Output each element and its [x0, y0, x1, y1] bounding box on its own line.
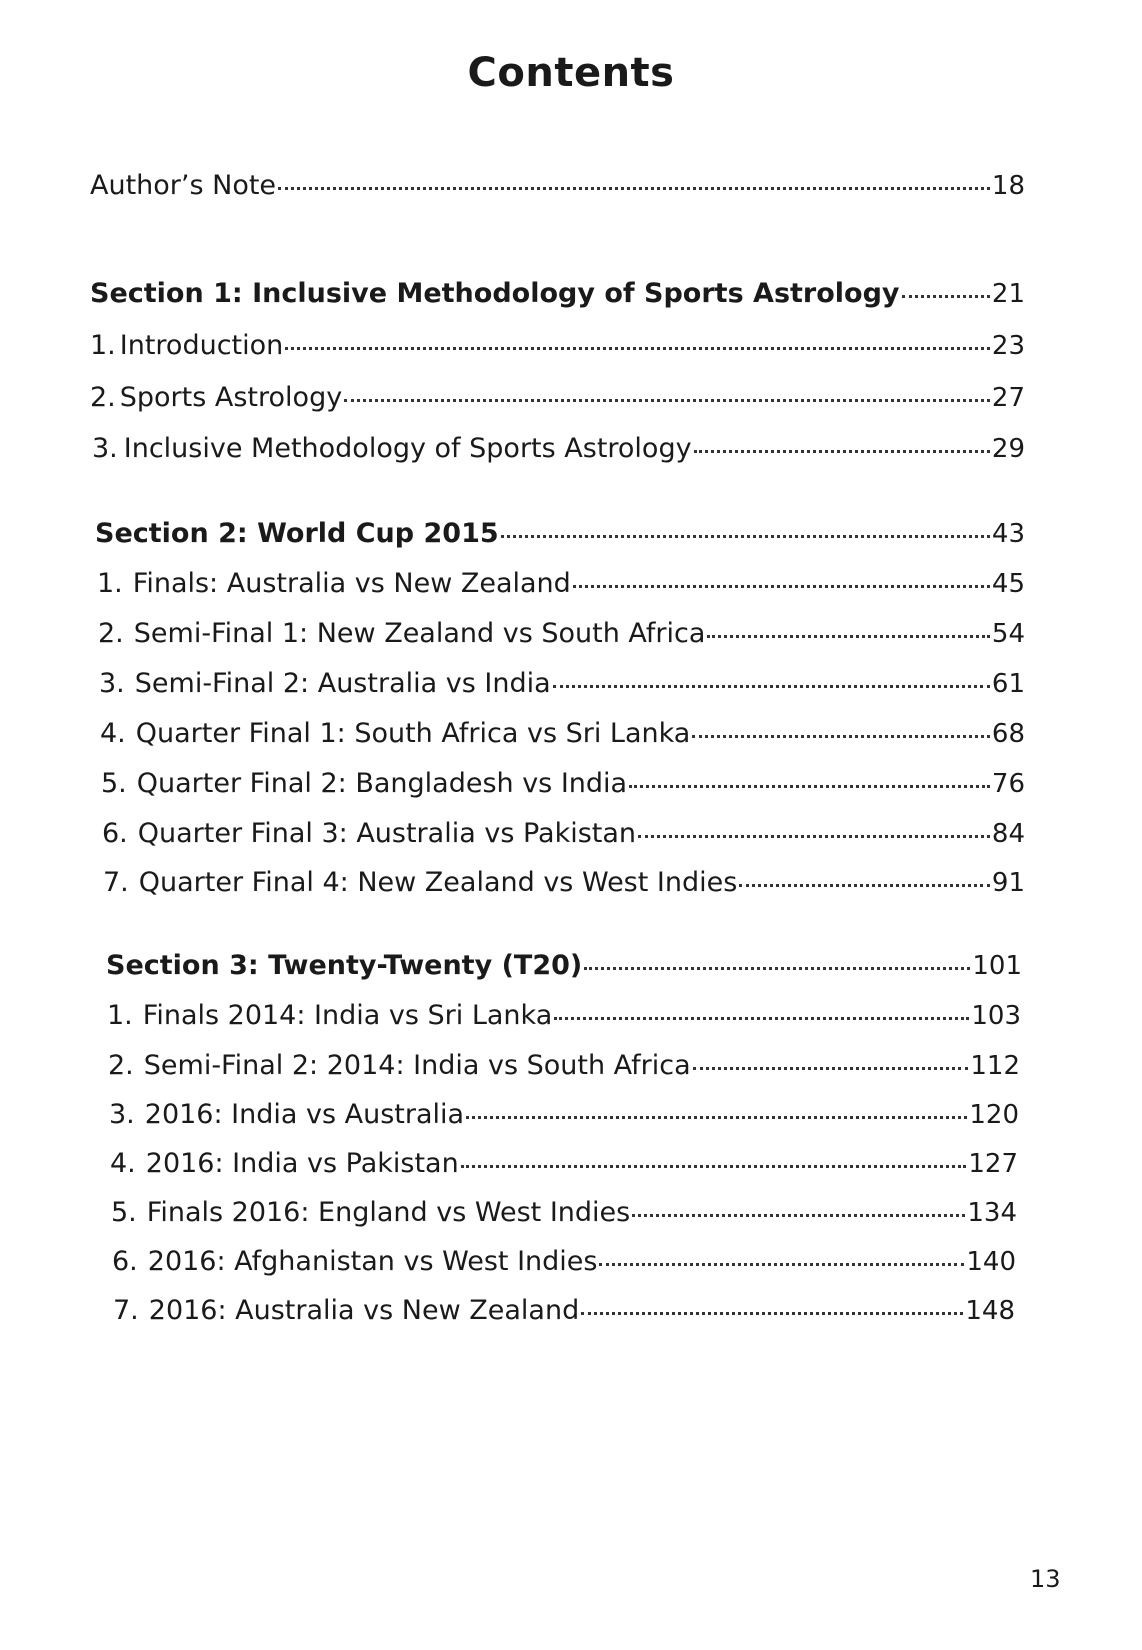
entry-title: Quarter Final 2: Bangladesh vs India [136, 768, 628, 799]
entry-page-number: 84 [991, 819, 1025, 849]
entry-title: Finals 2014: India vs Sri Lanka [142, 1000, 553, 1031]
entry-label [112, 1246, 597, 1277]
dot-leader [599, 1263, 964, 1266]
entry-label: Author’s Note [90, 170, 277, 201]
entry-label [99, 668, 551, 699]
toc-entry[interactable] [113, 1295, 1015, 1326]
entry-number: 5. [111, 1197, 137, 1228]
entry-title: Finals 2016: England vs West Indies [146, 1197, 631, 1228]
entry-page-number: 103 [971, 1001, 1021, 1031]
entry-page-number: 134 [967, 1198, 1017, 1228]
toc-entry[interactable] [102, 818, 1025, 849]
entry-label [107, 1000, 552, 1031]
dot-leader [461, 1165, 967, 1168]
entry-number: 4. [100, 718, 126, 749]
entry-page-number: 127 [968, 1149, 1018, 1179]
dot-leader [554, 1017, 969, 1020]
dot-leader [692, 735, 990, 738]
entry-label [100, 718, 690, 749]
entry-page-number: 18 [991, 171, 1025, 201]
dot-leader [344, 399, 990, 402]
section-page-number: 43 [991, 519, 1025, 549]
entry-label [108, 1050, 691, 1081]
entry-label [101, 768, 627, 799]
section-label: Section 2: World Cup 2015 [95, 518, 499, 549]
entry-title: Quarter Final 3: Australia vs Pakistan [137, 818, 637, 849]
entry-label [110, 1148, 459, 1179]
entry-number: 4. [110, 1148, 136, 1179]
entry-page-number: 27 [991, 383, 1025, 413]
dot-leader [466, 1116, 967, 1119]
entry-number: 5. [101, 768, 127, 799]
dot-leader [278, 187, 990, 190]
toc-entry[interactable] [103, 867, 1025, 898]
entry-number: 6. [112, 1246, 138, 1277]
entry-page-number: 61 [991, 669, 1025, 699]
section-page-number: 21 [991, 279, 1025, 309]
entry-label [90, 382, 342, 413]
entry-number: 3. [92, 433, 118, 464]
page-number: 13 [1030, 1565, 1061, 1593]
entry-page-number: 23 [991, 331, 1025, 361]
entry-page-number: 120 [969, 1100, 1019, 1130]
toc-entry[interactable] [107, 1000, 1021, 1031]
entry-label [103, 867, 737, 898]
entry-title: Semi-Final 2: Australia vs India [134, 668, 551, 699]
dot-leader [739, 884, 990, 887]
dot-leader [553, 685, 990, 688]
entry-title: Introduction [119, 330, 284, 361]
toc-section-2[interactable] [95, 518, 1025, 549]
entry-number: 7. [103, 867, 129, 898]
entry-label [92, 433, 692, 464]
toc-section-3[interactable] [106, 950, 1022, 981]
entry-number: 1. [97, 568, 123, 599]
entry-number: 2. [108, 1050, 134, 1081]
dot-leader [707, 635, 989, 638]
dot-leader [693, 1067, 969, 1070]
entry-label [113, 1295, 579, 1326]
entry-label [111, 1197, 630, 1228]
entry-number: 2. [90, 382, 116, 413]
entry-title: 2016: Australia vs New Zealand [148, 1295, 580, 1326]
entry-title: Semi-Final 2: 2014: India vs South Africa [143, 1050, 691, 1081]
toc-entry[interactable] [109, 1099, 1019, 1130]
entry-label [90, 330, 283, 361]
toc-entry[interactable] [108, 1050, 1020, 1081]
entry-label [102, 818, 636, 849]
entry-title: Quarter Final 1: South Africa vs Sri Lanka [135, 718, 691, 749]
dot-leader [573, 585, 990, 588]
dot-leader [285, 347, 990, 350]
dot-leader [632, 1214, 965, 1217]
dot-leader [584, 967, 970, 970]
section-label: Section 1: Inclusive Methodology of Sports Astrology [90, 278, 900, 309]
toc-entry[interactable] [92, 433, 1025, 464]
toc-entry[interactable] [101, 768, 1025, 799]
toc-section-1[interactable] [90, 278, 1025, 309]
toc-entry[interactable] [111, 1197, 1017, 1228]
entry-title: Quarter Final 4: New Zealand vs West Indies [138, 867, 738, 898]
entry-title: Sports Astrology [119, 382, 343, 413]
entry-title: 2016: Afghanistan vs West Indies [147, 1246, 598, 1277]
toc-entry-authors-note[interactable] [90, 170, 1025, 201]
dot-leader [694, 450, 990, 453]
entry-page-number: 76 [991, 769, 1025, 799]
entry-number: 6. [102, 818, 128, 849]
entry-page-number: 29 [991, 434, 1025, 464]
entry-label [97, 568, 571, 599]
entry-page-number: 91 [991, 868, 1025, 898]
entry-label [109, 1099, 464, 1130]
entry-page-number: 140 [966, 1247, 1016, 1277]
entry-page-number: 68 [991, 719, 1025, 749]
entry-title: Inclusive Methodology of Sports Astrology [123, 433, 692, 464]
entry-number: 3. [109, 1099, 135, 1130]
toc-entry[interactable] [99, 668, 1025, 699]
entry-page-number: 54 [991, 619, 1025, 649]
dot-leader [501, 535, 990, 538]
toc-entry[interactable] [110, 1148, 1018, 1179]
toc-entry[interactable] [98, 618, 1025, 649]
page-title: Contents [467, 50, 675, 96]
toc-entry[interactable] [112, 1246, 1016, 1277]
toc-entry[interactable] [90, 382, 1025, 413]
entry-title: 2016: India vs Pakistan [145, 1148, 459, 1179]
dot-leader [902, 295, 990, 298]
dot-leader [629, 785, 990, 788]
toc-entry[interactable] [90, 330, 1025, 361]
entry-number: 3. [99, 668, 125, 699]
section-label: Section 3: Twenty-Twenty (T20) [106, 950, 583, 981]
toc-entry[interactable] [97, 568, 1025, 599]
entry-title: Semi-Final 1: New Zealand vs South Africa [133, 618, 706, 649]
entry-number: 1. [90, 330, 116, 361]
entry-number: 2. [98, 618, 124, 649]
entry-title: Finals: Australia vs New Zealand [132, 568, 571, 599]
dot-leader [581, 1312, 963, 1315]
entry-page-number: 112 [970, 1051, 1020, 1081]
entry-number: 1. [107, 1000, 133, 1031]
entry-label [98, 618, 705, 649]
entry-page-number: 148 [965, 1296, 1015, 1326]
entry-number: 7. [113, 1295, 139, 1326]
dot-leader [638, 835, 990, 838]
entry-title: 2016: India vs Australia [144, 1099, 465, 1130]
section-page-number: 101 [972, 951, 1022, 981]
toc-entry[interactable] [100, 718, 1025, 749]
entry-page-number: 45 [991, 569, 1025, 599]
